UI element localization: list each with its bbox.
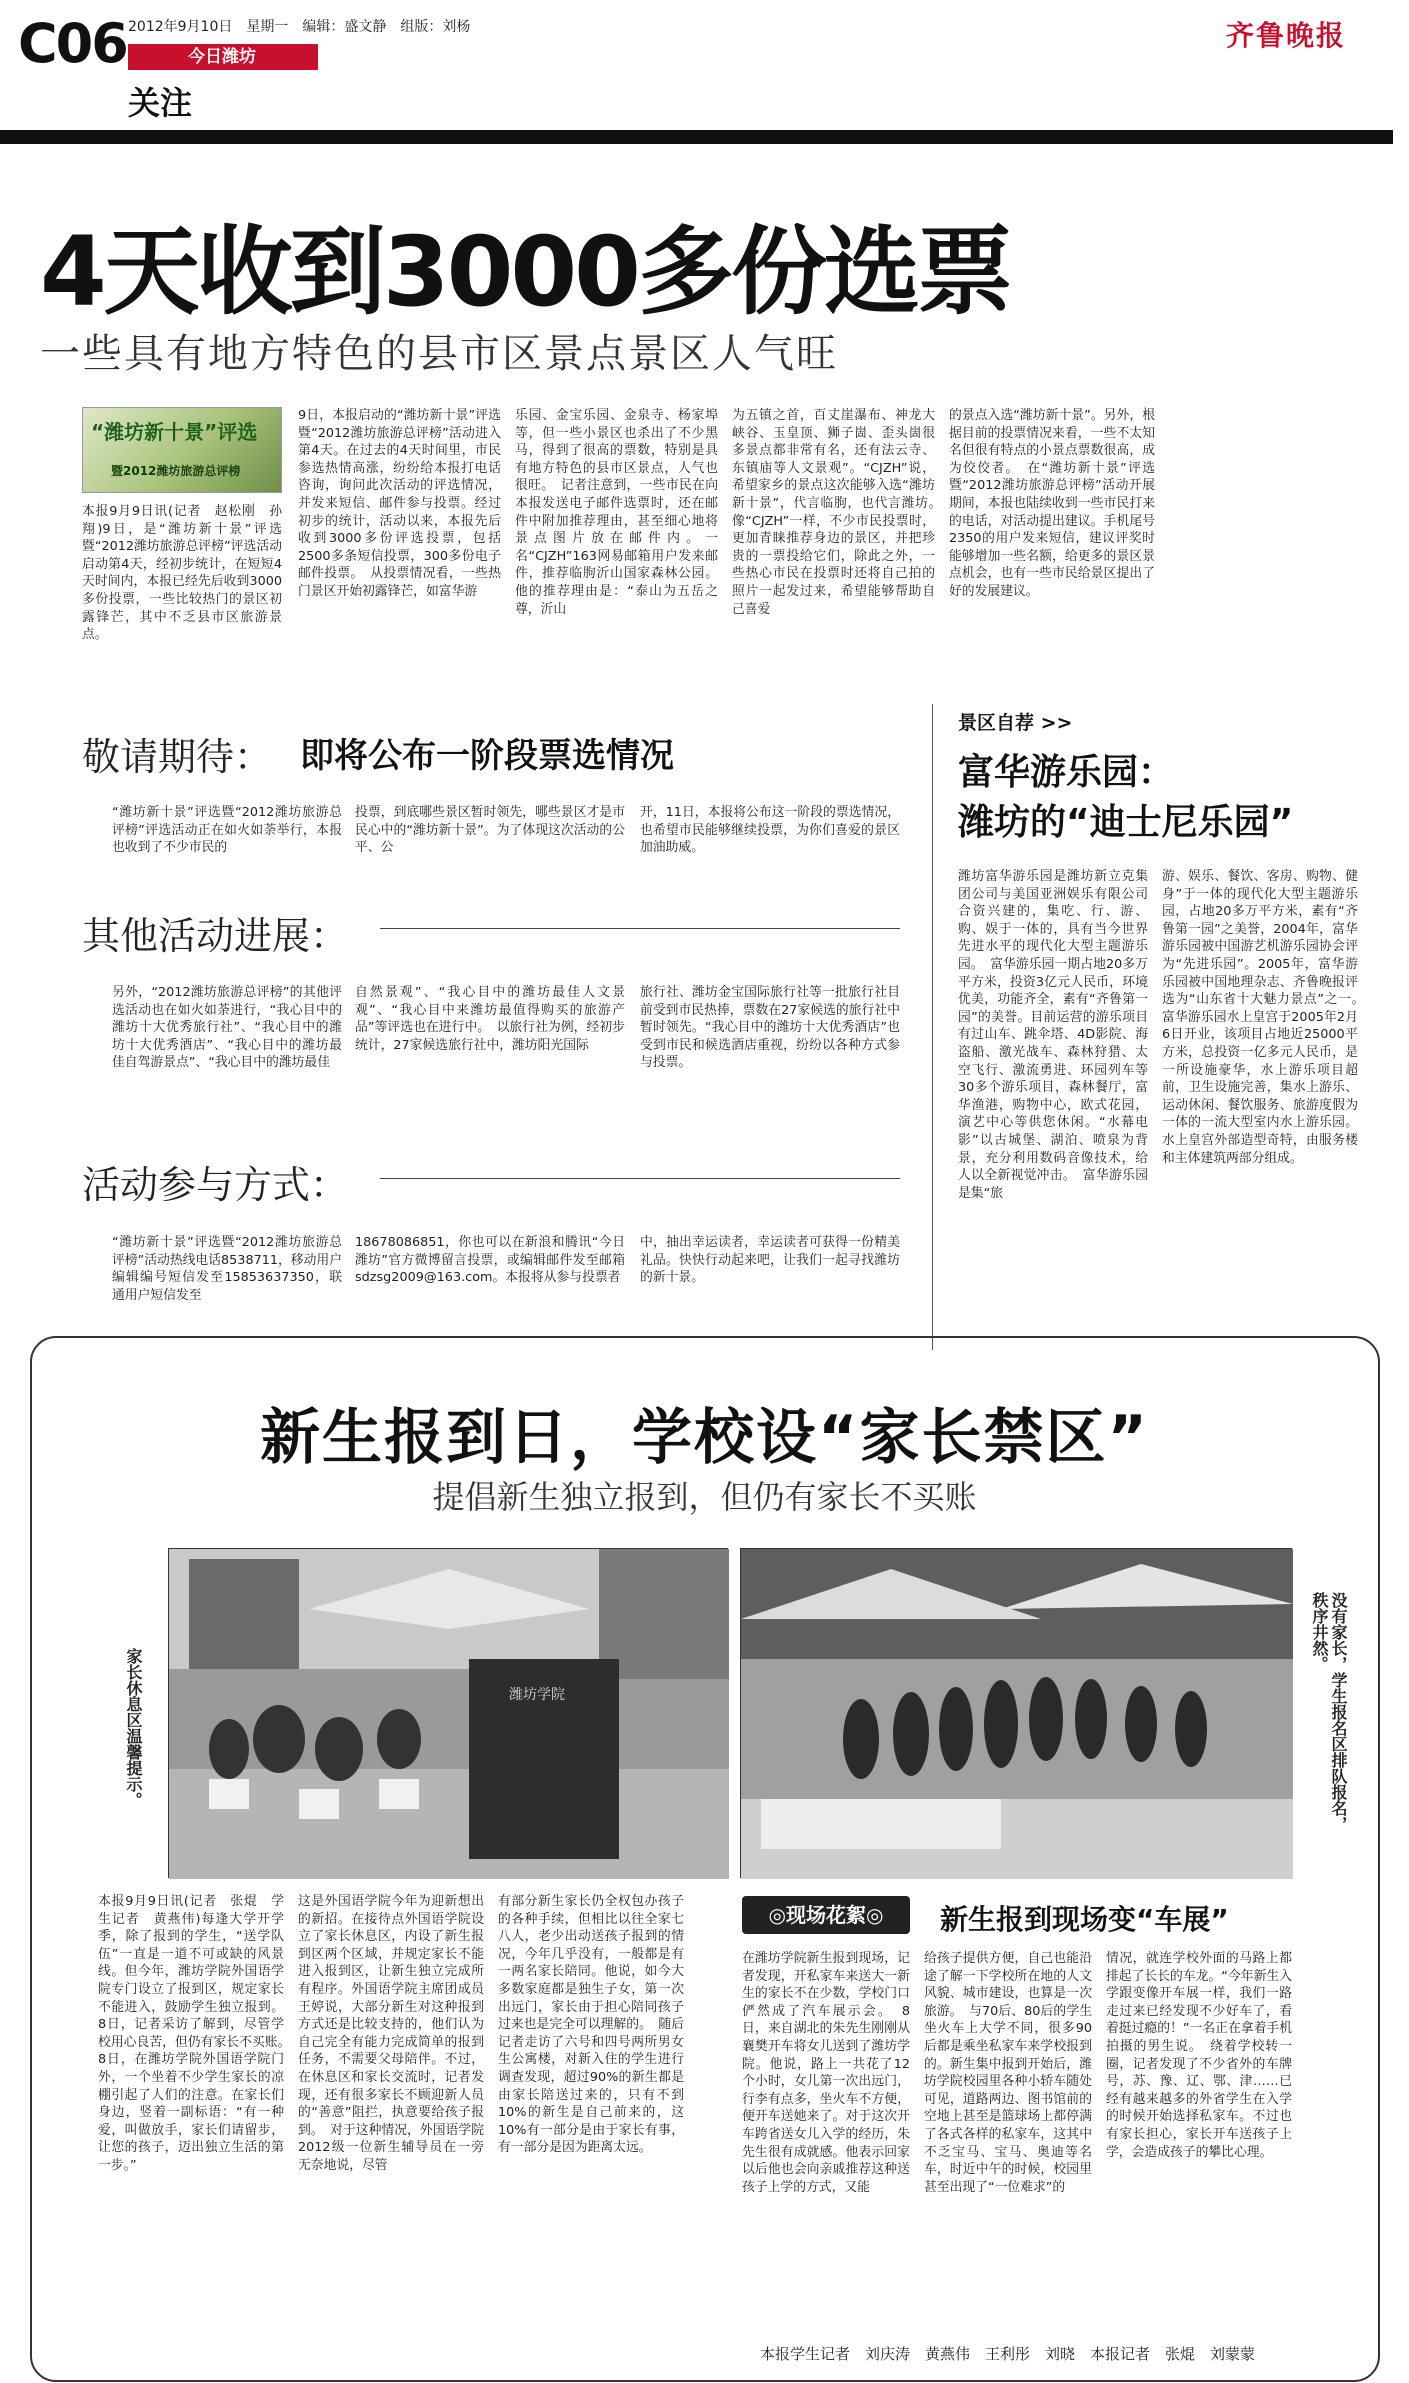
article-col-1: 本报9月9日讯(记者 赵松刚 孙翔)9日，是“潍坊新十景”评选暨“2012潍坊旅游总评榜”评选活动启动第4天，经初步统计，在短短4天时间内，本报已经先后收到3000多份投票，一些比较热门的景区初露锋芒，其中不乏县市区旅游景点。 — [82, 504, 282, 643]
section-3-col-3: 中，抽出幸运读者，幸运读者可获得一份精美礼品。快快行动起来吧，让我们一起寻找潍坊的新十景。 — [640, 1235, 900, 1286]
section-1-col-1: “潍坊新十景”评选暨“2012潍坊旅游总评榜”评选活动正在如火如荼举行，本报也收到了不少市民的 — [112, 805, 342, 856]
photo-parents-rest-area-image — [169, 1549, 729, 1879]
sidebar-title — [958, 748, 1293, 848]
photo-student-queue — [740, 1548, 1292, 1878]
logo-title: “潍坊新十景”评选 — [91, 420, 258, 444]
article-col-4: 为五镇之首，百丈崖瀑布、神龙大峡谷、玉皇顶、狮子崮、歪头崮很多景点都非常有名，还有法云寺、东镇庙等人文景观”。“CJZH”说，希望家乡的景点这次能够入选“潍坊新十景”，代言临朐，也代言潍坊。 像“CJZH”一样，不少市民投票时，更加青睐推荐身边的景区，并把珍贵的一票投给它们，除此之外，一些热心市民在投票时还将自己拍的照片一起发过来，希望能够帮助自己喜爱 — [732, 408, 948, 617]
sidebar-label: 景区自荐 >> — [958, 712, 1073, 734]
top-rule — [0, 130, 1393, 144]
sidebar-col-1: 潍坊富华游乐园是潍坊新立克集团公司与美国亚洲娱乐有限公司合资兴建的，集吃、行、游、购、娱于一体的，具有当今世界先进水平的现代化大型主题游乐园。 富华游乐园一期占地20多万平方米，投资3亿元人民币，环境优美，功能齐全，素有“齐鲁第一园”的美誉。目前运营的游乐项目有过山车、跳伞塔、4D影院、海盗船、激光战车、森林狩猎、太空飞行、激流勇进、环园列车等30多个游乐项目，森林餐厅，富华渔港，购物中心，欧式花园，演艺中心等供您休闲。“水幕电影”以古城堡、湖泊、喷泉为背景，充分利用数码音像技术，给人以全新视觉冲击。 富华游乐园是集“旅 — [958, 869, 1148, 1201]
section-1-col-3: 开，11日，本报将公布这一阶段的票选情况，也希望市民能够继续投票，为你们喜爱的景区加油助威。 — [640, 805, 900, 856]
logo-subtitle: 暨2012潍坊旅游总评榜 — [111, 464, 241, 478]
story-2-col-4: 在潍坊学院新生报到现场，记者发现，开私家车来送大一新生的家长不在少数，学校门口俨然成了汽车展示会。 8日，来自湖北的朱先生刚刚从襄樊开车将女儿送到了潍坊学院。他说，路上一共花了12个小时，女儿第一次出远门，行李有点多，坐火车不方便，便开车送她来了。对于这次开车跨省送女儿入学的经历，朱先生很有成就感。他表示回家以后他也会向亲戚推荐这种送孩子上学的方式，又能 — [742, 1951, 910, 2195]
column-tag: 今日潍坊 — [128, 44, 318, 70]
photo-sign-text: 潍坊学院 — [509, 1687, 565, 1703]
photo-parents-rest-area — [168, 1548, 728, 1878]
sidebar-title-line-2: 潍坊的“迪士尼乐园” — [958, 802, 1294, 843]
page-code: C06 — [18, 12, 127, 75]
story-2-col-2: 这是外国语学院今年为迎新想出的新招。在接待点外国语学院设立了家长休息区，内设了新生报到区两个区域，并规定家长不能进入报到区，让新生独立完成所有程序。外国语学院主席团成员王婷说，大部分新生对这种报到方式还是比较支持的，他们认为自己完全有能力完成简单的报到任务，不需要父母陪伴。不过，在休息区和家长交流时，记者发现，还有很多家长不顾迎新人员的“善意”阻拦，执意要给孩子报到。 对于这种情况，外国语学院2012级一位新生辅导员在一旁无奈地说，尽管 — [298, 1894, 484, 2173]
section-2-col-3: 旅行社、潍坊金宝国际旅行社等一批旅行社目前受到市民热捧，票数在27家候选的旅行社中暂时领先。“我心目中的潍坊十大优秀酒店”也受到市民和候选酒店重视，纷纷以各种方式参与投票。 — [640, 985, 900, 1071]
story-2-col-6: 情况，就连学校外面的马路上都排起了长长的车龙。“今年新生入学跟变像开车展一样，我们一路走过来已经发现不少好车了，看着挺过瘾的！”一名正在拿着手机拍摄的男生说。 绕着学校转一圈，记者发现了不少省外的车牌号，苏、豫、辽、鄂、津……已经有越来越多的外省学生在入学的时候开始选择私家车。不过也有家长担心，家长开车送孩子上学，会造成孩子的攀比心理。 — [1106, 1951, 1292, 2160]
story-2-col-3: 有部分新生家长仍全权包办孩子的各种手续，但相比以往全家七八人，老少出动送孩子报到的情况，今年几乎没有，一般都是有一两名家长陪同。他说，如今大多数家庭都是独生子女，第一次出远门，家长由于担心陪同孩子过来也是完全可以理解的。 随后记者走访了六号和四号两所男女生公寓楼，对新入住的学生进行调查发现，超过90%的新生都是由家长陪送过来的，只有不到10%的新生是自己前来的，这10%有一部分是由于家长有事，有一部分是因为距离太远。 — [498, 1894, 684, 2156]
paper-logo: 齐鲁晚报 — [1226, 19, 1347, 52]
article-col-3: 乐园、金宝乐园、金泉寺、杨家埠等，但一些小景区也杀出了不少黑马，得到了很高的票数，特别是具有地方特色的县市区景点，人气也很旺。 记者注意到，一些市民在向本报发送电子邮件选票时，还在邮件中附加推荐理由，甚至细心地将景点图片放在邮件内。一名“CJZH”163网易邮箱用户发来邮件，推荐临朐沂山国家森林公园。他的推荐理由是：“泰山为五岳之尊，沂山 — [515, 408, 718, 617]
section-2-col-2: 自然景观”、“我心目中的潍坊最佳人文景观”、“我心目中来潍坊最值得购买的旅游产品”等评选也在进行中。 以旅行社为例，经初步统计，27家候选旅行社中，潍坊阳光国际 — [355, 985, 625, 1053]
story-2-col-1: 本报9月9日讯(记者 张焜 学生记者 黄燕伟)每逢大学开学季，除了报到的学生，“送学队伍”一直是一道不可或缺的风景线。但今年，潍坊学院外国语学院专门设立了报到区，规定家长不能进入，鼓励学生独立报到。8日，记者采访了解到，尽管学校用心良苦，但仍有家长不买账。 8日，在潍坊学院外国语学院门外，一个坐着不少学生家长的凉棚引起了人们的注意。在家长们身边，竖着一副标语：“有一种爱，叫做放手，家长们请留步，让您的孩子，迈出独立生活的第一步。” — [98, 1894, 297, 2173]
section-1-title: 即将公布一阶段票选情况 — [300, 736, 674, 776]
sidebar-divider — [932, 704, 933, 1350]
sidebar-col-2: 游、娱乐、餐饮、客房、购物、健身”于一体的现代化大型主题游乐园，占地20多万平方米，素有“齐鲁第一园”之美誉，2004年，富华游乐园被中国游艺机游乐园协会评为“先进乐园”。2005年，富华游乐园被中国地理杂志、齐鲁晚报评选为“山东省十大魅力景点”之一。 富华游乐园水上皇宫于2005年2月6日开业，该项目占地近25000平方米，总投资一亿多元人民币，是一所设施豪华，水上游乐项目超前，卫生设施完善，集水上游乐、运动休闲、餐饮服务、旅游度假为一体的一流大型室内水上游乐园。水上皇宫外部造型奇特，由服务楼和主体建筑两部分组成。 — [1162, 869, 1371, 1166]
sidebar-title-line-1: 富华游乐园： — [958, 752, 1175, 793]
subheadline: 一些具有地方特色的县市区景点景区人气旺 — [40, 331, 838, 377]
section-2-heading: 其他活动进展： — [82, 905, 362, 960]
article-col-5: 的景点入选“潍坊新十景”。另外，根据目前的投票情况来看，一些不太知名但很有特点的小景点票数很高，成为佼佼者。 在“潍坊新十景”评选暨“2012潍坊旅游总评榜”活动开展期间，本报也陆续收到一些市民打来的电话，对活动提出建议。手机尾号2350的用户发来短信，建议评奖时能够增加一些名额，给更多的景区景点机会，也有一些市民给景区提出了好的发展建议。 — [949, 408, 1155, 599]
photo-student-queue-image — [741, 1549, 1293, 1879]
section-1-col-2: 投票，到底哪些景区暂时领先，哪些景区才是市民心中的“潍坊新十景”。为了体现这次活动的公平、公 — [355, 805, 625, 856]
onsite-tag: ◎现场花絮◎ — [742, 1896, 910, 1934]
date-line: 2012年9月10日 星期一 编辑：盛文静 组版：刘杨 — [128, 19, 471, 35]
section-title: 关注 — [128, 84, 193, 122]
section-3-col-1: “潍坊新十景”评选暨“2012潍坊旅游总评榜”活动热线电话8538711，移动用户编辑编号短信发至15853637350，联通用户短信发至 — [112, 1235, 342, 1303]
caption-right: 没有家长，学生报名区排队报名，秩序井然。 — [1310, 1592, 1348, 1832]
section-2-rule — [380, 928, 900, 929]
section-3-col-2: 18678086851，你也可以在新浪和腾讯“今日潍坊”官方微博留言投票，或编辑邮件发至邮箱sdzsg2009@163.com。本报将从参与投票者 — [355, 1235, 625, 1286]
story-2-subheadline: 提倡新生独立报到，但仍有家长不买账 — [432, 1478, 977, 1516]
headline: 4天收到3000多份选票 — [40, 216, 1010, 328]
article-col-2: 9日，本报启动的“潍坊新十景”评选暨“2012潍坊旅游总评榜”活动进入第4天。在过去的4天时间里，市民参选热情高涨，纷纷给本报打电话咨询，询问此次活动的评选情况，并发来短信、邮件参与投票。经过初步的统计，活动以来，本报先后收到3000多份评选投票，包括2500多条短信投票，300多份电子邮件投票。 从投票情况看，一些热门景区开始初露锋芒，如富华游 — [298, 408, 501, 599]
story-2-headline: 新生报到日，学校设“家长禁区” — [260, 1403, 1149, 1473]
onsite-title: 新生报到现场变“车展” — [940, 1903, 1229, 1936]
photo-credit: 本报学生记者 刘庆涛 黄燕伟 王利彤 刘晓 本报记者 张焜 刘蒙蒙 — [760, 2345, 1256, 2363]
caption-left: 家长休息区温馨提示。 — [124, 1648, 143, 1808]
section-1-heading: 敬请期待： — [82, 726, 286, 781]
section-3-heading: 活动参与方式： — [82, 1154, 362, 1209]
section-2-col-1: 另外，“2012潍坊旅游总评榜”的其他评选活动也在如火如荼进行，“我心目中的潍坊十大优秀旅行社”、“我心目中的潍坊十大优秀酒店”、“我心目中的潍坊最佳自驾游景点”、“我心目中的潍坊最佳 — [112, 985, 342, 1071]
section-3-rule — [380, 1178, 900, 1179]
campaign-logo — [82, 407, 282, 493]
story-2-col-5: 给孩子提供方便，自己也能沿途了解一下学校所在地的人文风貌、城市建设，也算是一次旅游。 与70后、80后的学生坐火车上大学不同，很多90后都是乘坐私家车来学校报到的。新生集中报到开始后，潍坊学院校园里各种小轿车随处可见，道路两边、图书馆前的空地上甚至是篮球场上都停满了各式各样的私家车，这其中不乏宝马、宝马、奥迪等名车，时近中午的时候，校园里甚至出现了“一位难求”的 — [924, 1951, 1092, 2195]
